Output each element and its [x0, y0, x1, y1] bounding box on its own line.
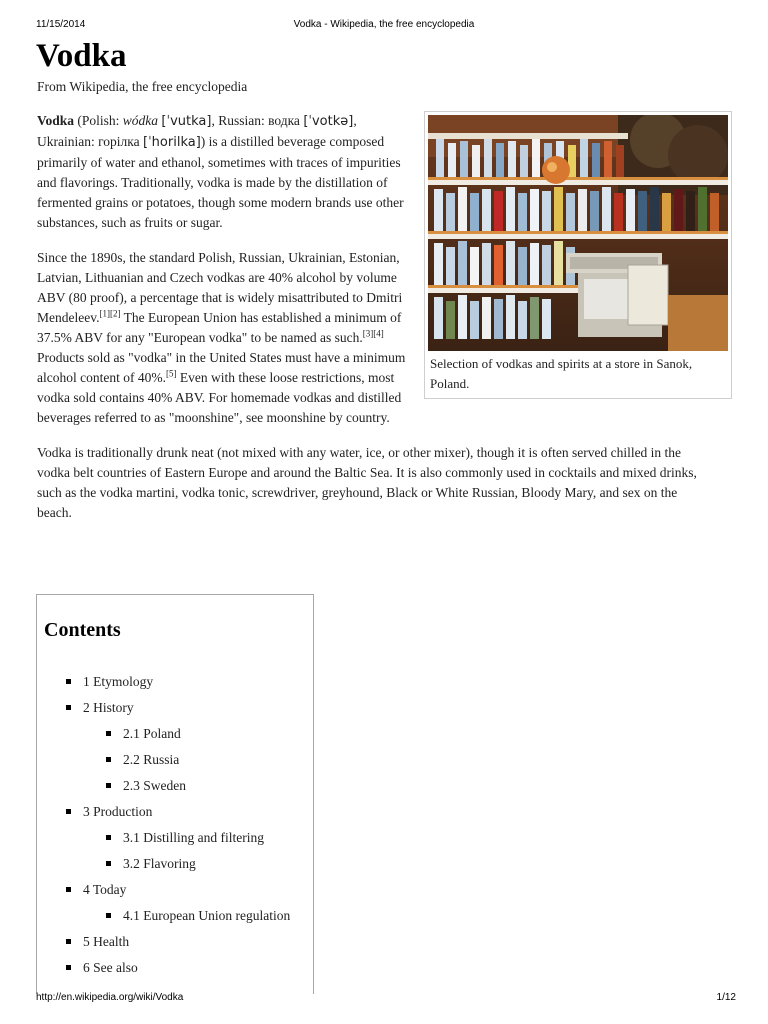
toc-item[interactable] [37, 699, 313, 725]
ipa-ukrainian[interactable]: [ˈhorilka] [143, 135, 201, 150]
toc-item[interactable] [37, 855, 313, 881]
toc-item-label[interactable]: 3 Production [83, 804, 153, 819]
toc-item-label[interactable]: 3.2 Flavoring [123, 856, 196, 871]
bullet-icon [66, 965, 71, 970]
toc-item[interactable] [37, 933, 313, 959]
cash-register [566, 253, 668, 337]
article-body [37, 111, 711, 538]
toc-item-label[interactable]: 2.1 Poland [123, 726, 181, 741]
toc-item[interactable] [37, 881, 313, 907]
table-of-contents [36, 594, 314, 994]
toc-item-label[interactable]: 2 History [83, 700, 134, 715]
bullet-icon [106, 861, 111, 866]
print-page-number: 1/12 [716, 992, 736, 1003]
toc-item-label[interactable]: 6 See also [83, 960, 138, 975]
print-footer [0, 992, 768, 1006]
abv-paragraph: Since the 1890s, the standard Polish, Russian, Ukrainian, Estonian, Latvian, Lithuanian and Czech vodkas are 40% alcohol by volume ABV (80 proof), a percentage that is widely misattributed to Dmitri Mendeleev.[1][2] The European Union has established a minimum of 37.5% ABV for any "European vodka" to be named as such.[3][4] Products sold as "vodka" in the United States must have a minimum alcohol content of 40%.[5] Even with these loose restrictions, most vodka sold contains 40% ABV. For homemade vodkas and distilled beverages referred to as "moonshine", see moonshine by country. [37, 250, 406, 425]
toc-item[interactable] [37, 829, 313, 855]
reference-link-1[interactable]: [1] [99, 308, 110, 319]
toc-item-label[interactable]: 1 Etymology [83, 674, 154, 689]
image-thumbnail[interactable] [424, 111, 732, 399]
vodka-store-shelves-image[interactable] [428, 115, 728, 351]
bullet-icon [66, 705, 71, 710]
bullet-icon [106, 731, 111, 736]
print-page-title: Vodka - Wikipedia, the free encyclopedia [293, 19, 475, 30]
bullet-icon [106, 757, 111, 762]
bullet-icon [66, 679, 71, 684]
article-tagline: From Wikipedia, the free encyclopedia [37, 79, 248, 94]
print-url: http://en.wikipedia.org/wiki/Vodka [36, 992, 184, 1003]
bullet-icon [106, 835, 111, 840]
bullet-icon [66, 887, 71, 892]
toc-title: Contents [44, 619, 121, 641]
reference-link-2[interactable]: [2] [109, 308, 121, 319]
toc-item-label[interactable]: 3.1 Distilling and filtering [123, 830, 264, 845]
bullet-icon [66, 809, 71, 814]
toc-item[interactable] [37, 725, 313, 751]
orange-decoration [542, 156, 570, 184]
toc-item-label[interactable]: 4 Today [83, 882, 127, 897]
bullet-icon [106, 913, 111, 918]
ipa-russian[interactable]: [ˈvotkə] [303, 114, 354, 129]
term-vodka: Vodka [37, 113, 75, 128]
toc-item-label[interactable]: 4.1 European Union regulation [123, 908, 291, 923]
image-caption: Selection of vodkas and spirits at a store in Sanok, Poland. [430, 356, 693, 391]
toc-item[interactable] [37, 751, 313, 777]
article-title: Vodka [36, 38, 127, 74]
toc-item-label[interactable]: 2.3 Sweden [123, 778, 186, 793]
toc-item[interactable] [37, 777, 313, 803]
serving-paragraph: Vodka is traditionally drunk neat (not mixed with any water, ice, or other mixer), though it is often served chilled in the vodka belt countries of Eastern Europe and around the Baltic Sea. It is also commonly used in cocktails and mixed drinks, such as the vodka martini, vodka tonic, screwdriver, greyhound, Black or White Russian, Bloody Mary, and sex on the beach. [37, 445, 697, 520]
toc-item[interactable] [37, 959, 313, 985]
toc-item[interactable] [37, 673, 313, 699]
intro-paragraph: Vodka (Polish: wódka [ˈvutka], Russian: водка [ˈvotkə], Ukrainian: горілка [ˈhorilka]) is a distilled beverage composed primarily of water and ethanol, sometimes with traces of impurities and flavorings. Traditionally, vodka is made by the distillation of fermented grains or potatoes, though some modern brands use other substances, such as fruits or sugar. [37, 113, 404, 230]
polish-word: wódka [122, 113, 159, 128]
bullet-icon [66, 939, 71, 944]
toc-item-label[interactable]: 5 Health [83, 934, 130, 949]
reference-link-3[interactable]: [3] [362, 328, 374, 339]
toc-item[interactable] [37, 803, 313, 829]
toc-item-label[interactable]: 2.2 Russia [123, 752, 180, 767]
reference-link-5[interactable]: [5] [165, 368, 177, 379]
toc-item[interactable] [37, 907, 313, 933]
ipa-polish[interactable]: [ˈvutka] [161, 114, 212, 129]
print-date: 11/15/2014 [36, 19, 86, 30]
print-header [0, 19, 768, 33]
reference-link-4[interactable]: [4] [373, 328, 384, 339]
toc-list [37, 673, 313, 985]
bullet-icon [106, 783, 111, 788]
